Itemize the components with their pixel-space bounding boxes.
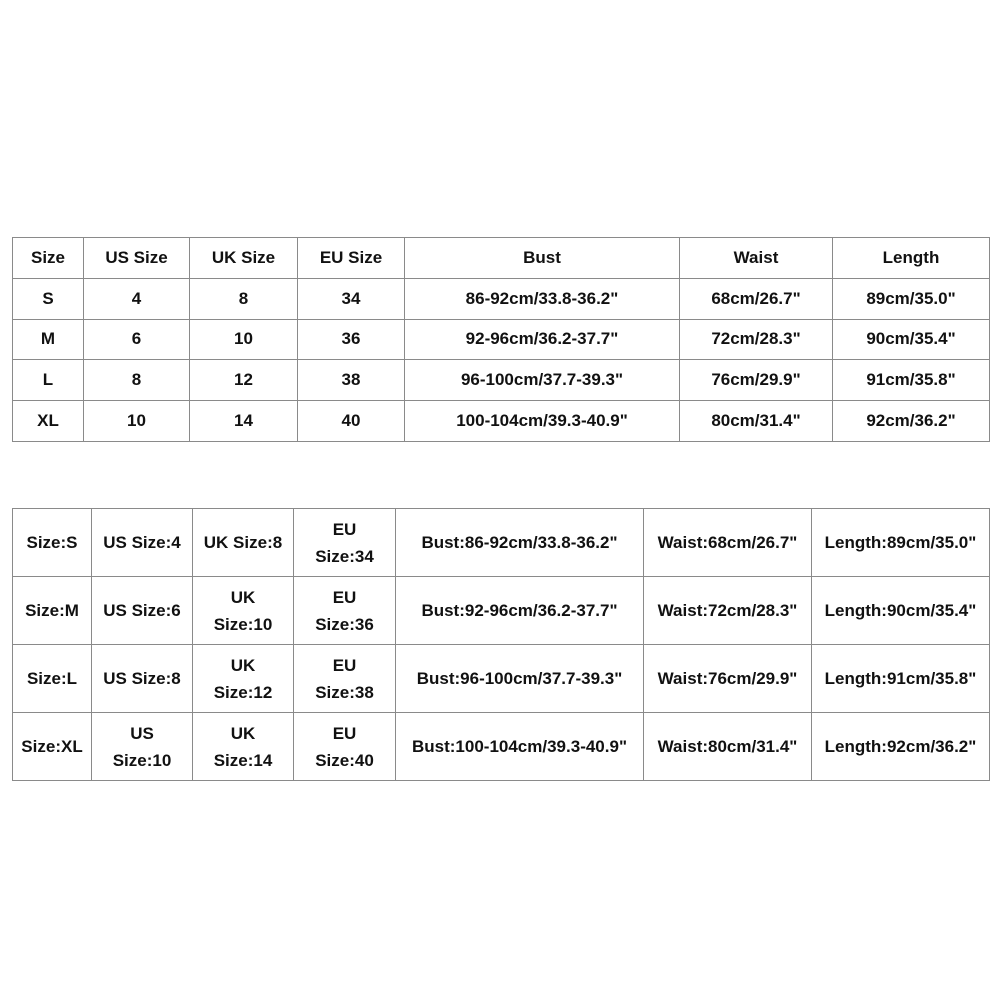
cell-waist: 80cm/31.4" <box>680 401 833 442</box>
cell-eu-value: Size:40 <box>315 750 374 770</box>
size-chart-table <box>12 237 990 442</box>
cell-size: Size:XL <box>13 713 92 781</box>
table-row <box>13 278 990 319</box>
cell-us-size: 6 <box>84 319 190 360</box>
cell-waist: Waist:72cm/28.3" <box>644 577 812 645</box>
header-uk-size: UK Size <box>190 238 298 279</box>
cell-size: XL <box>13 401 84 442</box>
table-row <box>13 509 990 577</box>
cell-eu-size <box>294 645 396 713</box>
cell-length: 89cm/35.0" <box>833 278 990 319</box>
cell-uk-size: 8 <box>190 278 298 319</box>
cell-size: Size:S <box>13 509 92 577</box>
cell-size: S <box>13 278 84 319</box>
table-row <box>13 360 990 401</box>
header-eu-size: EU Size <box>298 238 405 279</box>
cell-uk-size: 12 <box>190 360 298 401</box>
cell-uk-value: Size:12 <box>213 682 273 702</box>
cell-us-size: US Size:8 <box>92 645 193 713</box>
cell-bust: 92-96cm/36.2-37.7" <box>405 319 680 360</box>
cell-length: 92cm/36.2" <box>833 401 990 442</box>
cell-length: 91cm/35.8" <box>833 360 990 401</box>
cell-eu-size: 40 <box>298 401 405 442</box>
cell-uk-value: Size:10 <box>213 614 273 634</box>
cell-length: Length:90cm/35.4" <box>812 577 990 645</box>
cell-length: Length:89cm/35.0" <box>812 509 990 577</box>
cell-eu-label: EU <box>332 587 357 607</box>
cell-uk-value: Size:14 <box>213 750 273 770</box>
cell-uk-label: UK <box>230 587 256 607</box>
cell-us-size: 4 <box>84 278 190 319</box>
cell-bust: Bust:86-92cm/33.8-36.2" <box>396 509 644 577</box>
cell-us-size: 8 <box>84 360 190 401</box>
cell-uk-size: UK Size:8 <box>193 509 294 577</box>
cell-length: Length:91cm/35.8" <box>812 645 990 713</box>
cell-us-label: US <box>130 723 154 743</box>
cell-uk-size: 10 <box>190 319 298 360</box>
header-length: Length <box>833 238 990 279</box>
cell-eu-value: Size:38 <box>315 682 374 702</box>
cell-bust: 100-104cm/39.3-40.9" <box>405 401 680 442</box>
cell-waist: Waist:80cm/31.4" <box>644 713 812 781</box>
cell-uk-size <box>193 577 294 645</box>
table-row <box>13 713 990 781</box>
cell-us-size: 10 <box>84 401 190 442</box>
cell-uk-size <box>193 713 294 781</box>
cell-bust: Bust:92-96cm/36.2-37.7" <box>396 577 644 645</box>
cell-eu-size <box>294 509 396 577</box>
cell-eu-size <box>294 713 396 781</box>
cell-size: Size:M <box>13 577 92 645</box>
header-size: Size <box>13 238 84 279</box>
table-row <box>13 645 990 713</box>
cell-waist: 72cm/28.3" <box>680 319 833 360</box>
cell-waist: 68cm/26.7" <box>680 278 833 319</box>
cell-bust: Bust:96-100cm/37.7-39.3" <box>396 645 644 713</box>
cell-eu-size: 34 <box>298 278 405 319</box>
cell-length: Length:92cm/36.2" <box>812 713 990 781</box>
table-row <box>13 401 990 442</box>
cell-eu-value: Size:36 <box>315 614 374 634</box>
table-row <box>13 319 990 360</box>
table-header-row <box>13 238 990 279</box>
cell-uk-size: 14 <box>190 401 298 442</box>
cell-eu-size: 36 <box>298 319 405 360</box>
cell-size: Size:L <box>13 645 92 713</box>
cell-size: M <box>13 319 84 360</box>
cell-eu-size <box>294 577 396 645</box>
cell-us-size: US Size:4 <box>92 509 193 577</box>
cell-bust: 86-92cm/33.8-36.2" <box>405 278 680 319</box>
header-us-size: US Size <box>84 238 190 279</box>
cell-bust: 96-100cm/37.7-39.3" <box>405 360 680 401</box>
cell-bust: Bust:100-104cm/39.3-40.9" <box>396 713 644 781</box>
cell-waist: Waist:68cm/26.7" <box>644 509 812 577</box>
table-row <box>13 577 990 645</box>
cell-size: L <box>13 360 84 401</box>
cell-eu-label: EU <box>332 723 357 743</box>
cell-us-size <box>92 713 193 781</box>
header-waist: Waist <box>680 238 833 279</box>
cell-uk-size <box>193 645 294 713</box>
cell-uk-label: UK <box>230 723 256 743</box>
cell-eu-label: EU <box>332 519 357 539</box>
cell-eu-value: Size:34 <box>315 546 374 566</box>
cell-eu-label: EU <box>332 655 357 675</box>
cell-length: 90cm/35.4" <box>833 319 990 360</box>
cell-eu-size: 38 <box>298 360 405 401</box>
cell-waist: Waist:76cm/29.9" <box>644 645 812 713</box>
labeled-size-chart-table <box>12 508 990 781</box>
cell-us-value: Size:10 <box>112 750 172 770</box>
cell-uk-label: UK <box>230 655 256 675</box>
header-bust: Bust <box>405 238 680 279</box>
cell-us-size: US Size:6 <box>92 577 193 645</box>
cell-waist: 76cm/29.9" <box>680 360 833 401</box>
